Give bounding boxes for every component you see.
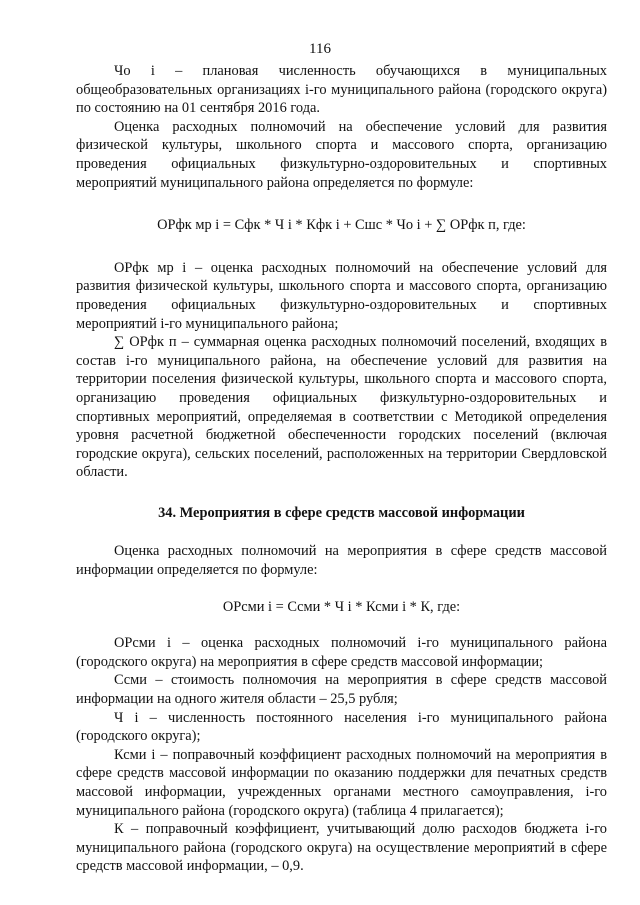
paragraph: Оценка расходных полномочий на мероприятия в сфере средств массовой информации определяется по формуле:	[76, 543, 607, 579]
paragraph: К – поправочный коэффициент, учитывающий долю расходов бюджета i-го муниципального района (городского округа) на осуществление мероприятий в сфере средств массовой информации, – 0,9.	[76, 821, 607, 875]
formula-mass-media: ОРсми i = Ссми * Ч i * Ксми i * К, где:	[222, 598, 461, 615]
document-body	[76, 62, 607, 876]
section-heading: 34. Мероприятия в сфере средств массовой информации	[158, 504, 525, 521]
paragraph: ОРфк мр i – оценка расходных полномочий на обеспечение условий для развития физической культуры, школьного спорта и массового спорта, организацию проведения официальных физкультурно-оздоровительных и спортивных мероприятий i-го муниципального района;	[76, 259, 607, 332]
formula-physical-culture: ОРфк мр i = Сфк * Ч i * Кфк i + Сшс * Чо i + ∑ ОРфк п, где:	[157, 217, 526, 234]
page-number: 116	[309, 41, 331, 57]
paragraph: Чо i – плановая численность обучающихся в муниципальных общеобразовательных организациях i-го муниципального района (городского округа) по состоянию на 01 сентября 2016 года.	[76, 63, 607, 117]
paragraph: Ссми – стоимость полномочия на мероприятия в сфере средств массовой информации на одного жителя области – 25,5 рубля;	[76, 672, 607, 708]
paragraph: Ксми i – поправочный коэффициент расходных полномочий на мероприятия в сфере средств массовой информации по оказанию поддержки для печатных средств массовой информации, учрежденных органами местного самоуправления, i-го муниципального района (городского округа) (таблица 4 прилагается);	[76, 746, 607, 819]
paragraph: ∑ ОРфк п – суммарная оценка расходных полномочий поселений, входящих в состав i-го муниципального района, на обеспечение условий для развития на территории поселения физической культуры, школьного спорта и массового спорта, организацию проведения официальных физкультурно-оздоровительных и спортивных мероприятий, определяемая в соответствии с Методикой определения уровня расчетной бюджетной обеспеченности городских поселений (включая городские округа), сельских поселений, расположенных на территории Свердловской области.	[76, 334, 607, 481]
paragraph: Оценка расходных полномочий на обеспечение условий для развития физической культуры, школьного спорта и массового спорта, организацию проведения официальных физкультурно-оздоровительных и спортивных мероприятий муниципального района определяется по формуле:	[76, 118, 607, 191]
paragraph: Ч i – численность постоянного населения i-го муниципального района (городского округа);	[76, 709, 607, 745]
paragraph: ОРсми i – оценка расходных полномочий i-го муниципального района (городского округа) на мероприятия в сфере средств массовой информации;	[76, 635, 607, 670]
